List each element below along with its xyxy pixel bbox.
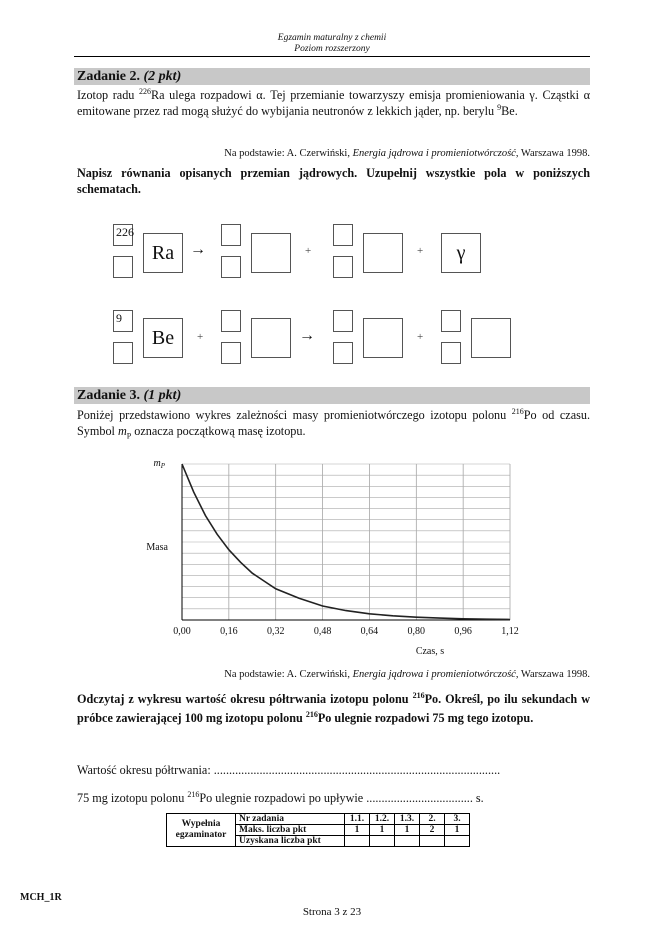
- mass-number: 226: [139, 86, 152, 96]
- text-segment: Po ulegnie rozpadowi po upływie ................................... s.: [199, 791, 484, 805]
- text-segment: Odczytaj z wykresu wartość okresu półtrwania izotopu polonu: [77, 692, 413, 706]
- answer-half-life[interactable]: Wartość okresu półtrwania: ..............................................................................................: [77, 763, 501, 777]
- text-segment: oznacza początkową masę izotopu.: [131, 424, 306, 438]
- mass-number: 216: [187, 789, 200, 799]
- x-tick-label: 0,48: [313, 626, 332, 637]
- task2-title: Zadanie 2.: [77, 69, 141, 84]
- element-symbol-box[interactable]: [251, 233, 291, 273]
- element-symbol-box[interactable]: [251, 318, 291, 358]
- task3-title-bar: [74, 387, 590, 404]
- plus-sign: +: [197, 331, 204, 343]
- atomic-number-box[interactable]: [333, 256, 353, 278]
- y-axis-label: Masa: [146, 542, 168, 553]
- task2-intro: [77, 87, 590, 119]
- exam-code: MCH_1R: [20, 892, 62, 903]
- source-suffix: , Warszawa 1998.: [515, 148, 590, 159]
- score-input-cell[interactable]: [345, 836, 370, 847]
- score-cell: 1: [395, 825, 420, 836]
- plus-sign: +: [417, 245, 424, 257]
- task2-points: (2 pkt): [143, 69, 182, 84]
- mass-number-box[interactable]: [333, 310, 353, 332]
- score-cell: 1: [445, 825, 470, 836]
- task2-title-bar: [74, 68, 590, 85]
- mass-symbol: m: [117, 424, 127, 438]
- mass-number-box[interactable]: [221, 310, 241, 332]
- task3-title: Zadanie 3.: [77, 388, 141, 403]
- score-input-cell[interactable]: [370, 836, 395, 847]
- mass-number-box[interactable]: [441, 310, 461, 332]
- text-segment: Po ulegnie rozpadowi 75 mg tego izotopu.: [317, 711, 534, 725]
- atomic-number-box[interactable]: [441, 342, 461, 364]
- element-symbol-box[interactable]: [363, 233, 403, 273]
- task3-question: [77, 690, 590, 728]
- atomic-number-box[interactable]: [333, 342, 353, 364]
- atomic-number-box[interactable]: [221, 342, 241, 364]
- x-tick-label: 0,64: [360, 626, 379, 637]
- x-tick-label: 0,00: [173, 626, 191, 637]
- task2-source: [77, 147, 590, 160]
- text-segment: Poniżej przedstawiono wykres zależności masy promieniotwórczego izotopu polonu: [77, 408, 512, 422]
- answer-time[interactable]: [77, 790, 590, 806]
- score-cell: 1.3.: [395, 814, 420, 825]
- score-input-cell[interactable]: [395, 836, 420, 847]
- score-cell: 3.: [445, 814, 470, 825]
- x-tick-label: 0,16: [220, 626, 238, 637]
- x-axis-label: Czas, s: [415, 646, 445, 657]
- mass-number-box[interactable]: [333, 224, 353, 246]
- score-input-cell[interactable]: [420, 836, 445, 847]
- score-cell: Maks. liczba pkt: [236, 825, 345, 836]
- task3-points: (1 pkt): [143, 388, 182, 403]
- mass-number-box: 226: [113, 224, 133, 246]
- gamma-box: γ: [441, 233, 481, 273]
- score-table: [166, 813, 470, 847]
- score-cell: Nr zadania: [236, 814, 345, 825]
- text-segment: 75 mg izotopu polonu: [77, 791, 188, 805]
- score-cell: 2.: [420, 814, 445, 825]
- text-segment: Po od czasu. Symbol: [77, 408, 590, 438]
- mass-number-box: 9: [113, 310, 133, 332]
- score-cell: 1: [345, 825, 370, 836]
- x-tick-label: 1,12: [501, 626, 519, 637]
- examiner-label-line1: Wypełnia: [181, 819, 221, 829]
- mass-number: 9: [497, 102, 502, 112]
- source-title: Energia jądrowa i promieniotwórczość: [352, 669, 516, 680]
- source-prefix: Na podstawie: A. Czerwiński,: [224, 148, 353, 159]
- element-symbol-box[interactable]: [363, 318, 403, 358]
- score-cell: Uzyskana liczba pkt: [236, 836, 345, 847]
- task3-source: [77, 668, 590, 681]
- mass-number: 216: [511, 406, 524, 416]
- source-title: Energia jądrowa i promieniotwórczość: [352, 148, 516, 159]
- source-prefix: Na podstawie: A. Czerwiński,: [224, 669, 353, 680]
- element-symbol-box[interactable]: [471, 318, 511, 358]
- task2-instruction: Napisz równania opisanych przemian jądrowych. Uzupełnij wszystkie pola w poniższych schematach.: [77, 166, 590, 196]
- reaction-arrow: →: [299, 327, 315, 344]
- page-number: Strona 3 z 23: [302, 906, 362, 918]
- mass-number-box[interactable]: [221, 224, 241, 246]
- element-symbol-box: Be: [143, 318, 183, 358]
- plus-sign: +: [305, 245, 312, 257]
- atomic-number-box[interactable]: [113, 342, 133, 364]
- task3-intro: [77, 407, 590, 444]
- plus-sign: +: [417, 331, 424, 343]
- header-line1: Egzamin maturalny z chemii: [277, 33, 387, 43]
- chart-ticks: [173, 626, 519, 637]
- score-cell: 2: [420, 825, 445, 836]
- text-segment: Ra ulega rozpadowi α. Tej przemianie towarzyszy emisja promieniowania γ. Cząstki α emitowane przez rad mogą służyć do wybijania neutronów z lekkich jąder, np. berylu: [77, 88, 590, 118]
- header-rule: [74, 56, 590, 57]
- mass-number: 216: [305, 709, 318, 719]
- x-tick-label: 0,96: [454, 626, 472, 637]
- score-cell: 1.2.: [370, 814, 395, 825]
- text-segment: Izotop radu: [77, 88, 140, 102]
- chart-grid: [182, 464, 510, 620]
- examiner-label-line2: egzaminator: [175, 830, 227, 840]
- score-cell: 1: [370, 825, 395, 836]
- element-symbol-box: Ra: [143, 233, 183, 273]
- header-line2: Poziom rozszerzony: [294, 44, 370, 54]
- atomic-number-box[interactable]: [221, 256, 241, 278]
- text-segment: Po. Określ, po ilu sekundach w próbce zawierającej 100 mg izotopu polonu: [77, 692, 590, 725]
- mass-number: 216: [412, 690, 425, 700]
- x-tick-label: 0,32: [266, 626, 285, 637]
- x-tick-label: 0,80: [407, 626, 426, 637]
- reaction-arrow: →: [190, 241, 206, 258]
- mass-subscript: P: [126, 431, 132, 441]
- atomic-number-box[interactable]: [113, 256, 133, 278]
- source-suffix: , Warszawa 1998.: [515, 669, 590, 680]
- score-input-cell[interactable]: [445, 836, 470, 847]
- text-segment: Be.: [501, 104, 518, 118]
- decay-chart: [120, 450, 540, 665]
- examiner-label: [167, 814, 236, 847]
- y-top-label: $m_P$: [153, 458, 165, 470]
- score-cell: 1.1.: [345, 814, 370, 825]
